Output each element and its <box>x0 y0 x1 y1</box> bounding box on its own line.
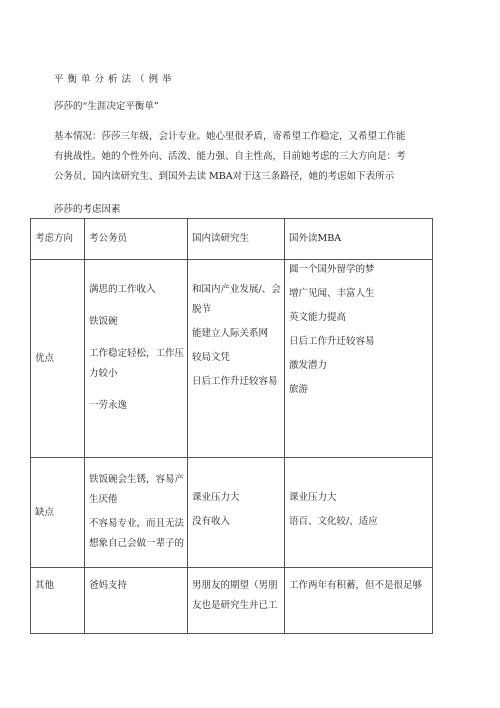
cell-item: 工作两年有积蓄，但不是很足够 <box>289 580 423 591</box>
table-row <box>31 458 433 568</box>
table-cell <box>188 568 285 634</box>
cell-item: 铁饭碗 <box>89 316 118 327</box>
table-cell <box>285 260 433 458</box>
table-cell <box>188 458 285 568</box>
table-cell <box>85 568 188 634</box>
cell-item: 和国内产业发展/、会脱节 <box>192 284 281 315</box>
header-cell: 考虑方向 <box>31 219 85 260</box>
table-cell <box>285 568 433 634</box>
header-cell: 国外读MBA <box>285 219 433 260</box>
table-cell <box>85 260 188 458</box>
table-cell <box>85 458 188 568</box>
cell-item: 较局文凭 <box>192 352 231 363</box>
cell-item: 满思的工作收入 <box>89 284 156 295</box>
cell-item: 日后工作升迁较容易 <box>289 336 375 347</box>
intro-paragraph: 基本情况：莎莎三年级，会计专业。她心里很矛盾，寄希望工作稳定，又希望工作能有挑战性。她的个性外向、活泼、能力强、自主性高，目前她考虑的三大方向是：考公务员、国内读研究生、到国外去读 MBA对于这三条路径，她的考虑如下表所示 <box>54 131 406 182</box>
table-row <box>31 260 433 458</box>
cell-item: 日后工作升迁较容易 <box>192 376 278 387</box>
row-label: 优点 <box>31 260 85 458</box>
row-label: 其他 <box>31 568 85 634</box>
header-cell: 考公务员 <box>85 219 188 260</box>
cell-item: 课业压力大 <box>192 492 240 503</box>
page-heading: 平衡单分析法（例举 <box>54 74 176 85</box>
decision-table <box>30 218 433 634</box>
cell-item: 旅游 <box>289 384 309 395</box>
cell-item: 英文能力提高 <box>289 312 347 323</box>
table-caption: 莎莎的考虑因素 <box>54 204 121 215</box>
cell-item: 没有收入 <box>192 516 231 527</box>
cell-item: 不容易专业，而且无法想象自己会做一辈子的 <box>89 518 185 549</box>
table-header-row <box>31 219 433 260</box>
header-cell: 国内读研究生 <box>188 219 285 260</box>
cell-item: 圆一个国外留学的梦 <box>289 264 375 275</box>
doc-title: 莎莎的“生涯决定平衡单” <box>54 101 159 112</box>
cell-item: 爸妈支持 <box>89 580 128 591</box>
cell-item: 铁饭碗会生锈，容易产生厌倦 <box>89 474 185 505</box>
cell-item: 一劳永逸 <box>89 400 128 411</box>
cell-item: 工作稳定轻松，工作压力较小 <box>89 348 185 379</box>
cell-item: 课业压力大 <box>289 492 337 503</box>
cell-item: 男朋友的期望（男朋友也是研究生并已工 <box>192 580 278 611</box>
cell-item: 增广见闻、丰富人生 <box>289 288 375 299</box>
table-cell <box>188 260 285 458</box>
table-cell <box>285 458 433 568</box>
row-label: 缺点 <box>31 458 85 568</box>
cell-item: 语百、文化较/、适应 <box>289 516 378 527</box>
table-row <box>31 568 433 634</box>
cell-item: 激发潜力 <box>289 360 328 371</box>
cell-item: 能建立人际关系网 <box>192 328 269 339</box>
